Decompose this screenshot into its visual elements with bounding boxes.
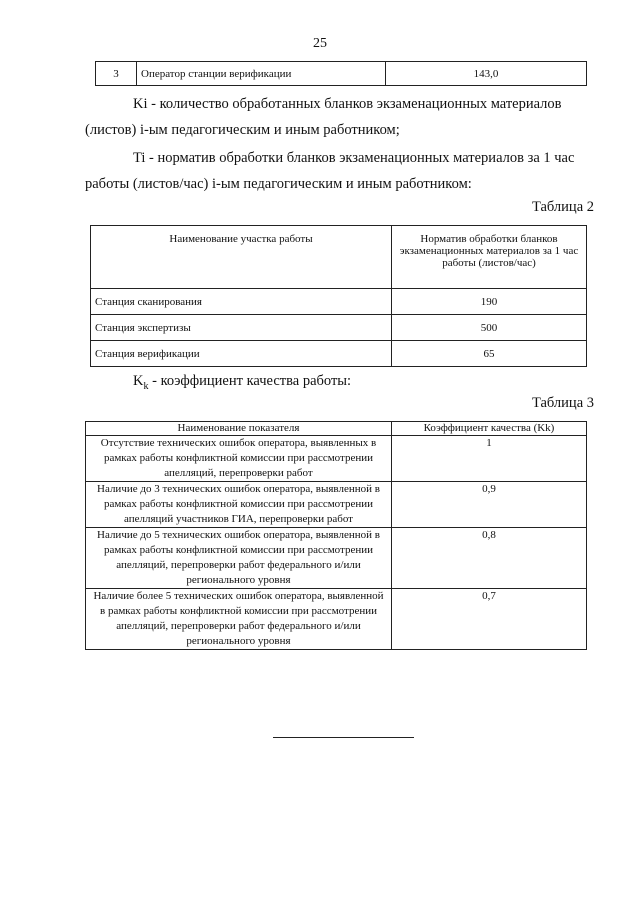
table-1-fragment xyxy=(95,61,587,86)
table-cell-name: Отсутствие технических ошибок оператора, выявленных в рамках работы конфликтной комиссии при рассмотрении апелляций, перепроверки работ xyxy=(86,436,392,482)
table-cell-value: 65 xyxy=(392,341,587,367)
table-row xyxy=(86,436,587,482)
kk-subscript: k xyxy=(143,380,149,392)
table-cell-name: Наличие до 5 технических ошибок оператора, выявленной в рамках работы конфликтной комиссии при рассмотрении апелляций, перепроверки работ федерального и/или регионального уровня xyxy=(86,528,392,589)
page-number: 25 xyxy=(313,36,327,51)
table-cell-name: Наличие более 5 технических ошибок оператора, выявленной в рамках работы конфликтной комиссии при рассмотрении апелляций, перепроверки работ федерального и/или регионального уровня xyxy=(86,589,392,650)
table-cell-name: Наличие до 3 технических ошибок оператора, выявленной в рамках работы конфликтной комиссии при рассмотрении апелляций участников ГИА, перепроверки работ xyxy=(86,482,392,528)
table-cell-value: 1 xyxy=(392,436,587,482)
table-row xyxy=(91,315,587,341)
table-cell-name: Станция экспертизы xyxy=(91,315,392,341)
table-row xyxy=(86,482,587,528)
table-3 xyxy=(85,421,587,650)
table-row xyxy=(91,289,587,315)
column-header: Коэффициент качества (Kk) xyxy=(392,422,587,436)
table-2-caption: Таблица 2 xyxy=(531,199,594,215)
column-header: Наименование показателя xyxy=(86,422,392,436)
table-cell-value: 0,7 xyxy=(392,589,587,650)
end-rule xyxy=(273,737,414,738)
table-cell-value: 500 xyxy=(392,315,587,341)
table-cell-name: Станция верификации xyxy=(91,341,392,367)
row-label: Оператор станции верификации xyxy=(137,62,386,86)
table-row xyxy=(96,62,587,86)
row-value: 143,0 xyxy=(386,62,587,86)
table-header-row xyxy=(86,422,587,436)
row-number: 3 xyxy=(96,62,137,86)
paragraph-ki: Ki - количество обработанных бланков экзаменационных материалов (листов) i-ым педагогическим и иным работником; xyxy=(85,96,562,138)
kk-text: - коэффициент качества работы: xyxy=(148,373,352,389)
table-cell-value: 0,8 xyxy=(392,528,587,589)
table-2 xyxy=(90,225,587,367)
column-header: Норматив обработки бланков экзаменационных материалов за 1 час работы (листов/час) xyxy=(392,226,587,289)
table-row xyxy=(86,589,587,650)
table-header-row xyxy=(91,226,587,289)
paragraph-ti: Ti - норматив обработки бланков экзаменационных материалов за 1 час работы (листов/час) i-ым педагогическим и иным работником: xyxy=(85,150,575,192)
table-row xyxy=(91,341,587,367)
table-cell-value: 0,9 xyxy=(392,482,587,528)
kk-symbol: K xyxy=(133,373,144,389)
table-cell-value: 190 xyxy=(392,289,587,315)
table-cell-name: Станция сканирования xyxy=(91,289,392,315)
table-3-caption: Таблица 3 xyxy=(531,395,594,411)
table-row xyxy=(86,528,587,589)
column-header: Наименование участка работы xyxy=(91,226,392,289)
coefficient-kk-label xyxy=(133,373,351,392)
